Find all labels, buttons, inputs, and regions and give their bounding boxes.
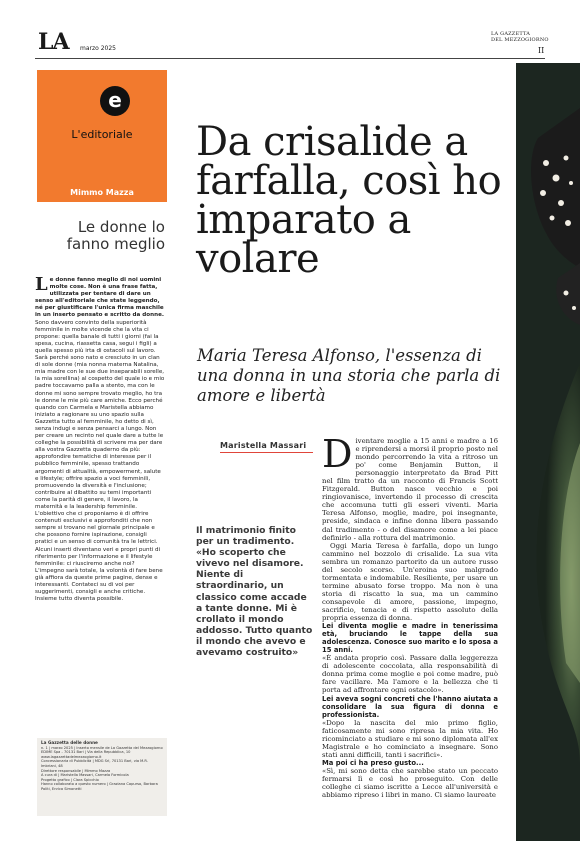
- editorial-paragraph: L'impegno sarà totale, la volontà di fare bene già affiora da queste prime pagine, dense e interessanti. Contateci su di voi per suggerimenti, consigli e anche critiche. Insieme tutto diventa possibile.: [35, 567, 163, 603]
- article-subtitle: Maria Teresa Alfonso, l'essenza di una donna in una storia che parla di amore e libertà: [197, 346, 501, 405]
- editorial-paragraph: L'obiettivo che ci proponiamo è di offrire contenuti esclusivi e approfonditi che non sempre si trovano nel giornale principale e che possono fornire ispirazione, consigli pratici e un senso di comunità tra le lettrici.: [35, 511, 158, 546]
- article-headline: Da crisalide a farfalla, così ho imparato a volare: [196, 119, 502, 282]
- article-paragraph: «Sì, mi sono detta che sarebbe stato un peccato fermarsi lì e così ho proseguito. Con delle colleghe ci siamo iscritte a Lecce all'università e abbiamo ripreso i libri in mano. Ci siamo laureate: [322, 766, 498, 800]
- article-paragraph: «Dopo la nascita del mio primo figlio, faticosamente mi sono ripresa la mia vita. Ho ricominciato a studiare e mi sono diplomata all'ex Magistrale e ho cominciato a insegnare. Sono stati anni difficili, tanti i sacrifici».: [322, 718, 498, 759]
- colophon-line: www.lagazzettadelmezzogiorno.it: [41, 754, 102, 759]
- butterfly-photo: [516, 63, 580, 841]
- byline-rule: [220, 452, 313, 453]
- masthead-line-2: DEL MEZZOGIORNO: [491, 37, 549, 43]
- interview-question: Lei diventa moglie e madre in tenerissima età, bruciando le tappe della sua adolescenza. Conosce suo marito e lo sposa a 15 anni.: [322, 622, 498, 655]
- butterfly-illustration: [516, 63, 580, 841]
- article-dropcap: D: [322, 432, 353, 476]
- article-paragraph: Oggi Maria Teresa è farfalla, dopo un lungo cammino nel bozzolo di crisalide. La sua vita sembra un romanzo partorito da un autore russo del secolo scorso. Un'eroina suo malgrado tormentata e indomabile. Resiliente, per usare un termine abusato forse troppo. Ma non è una storia di riscatto la sua, ma un cammino consapevole di amore, passione, impegno, sacrificio, tenacia e di rispetto assoluto della propria essenza di donna.: [322, 541, 498, 623]
- editorial-dropcap: L: [35, 274, 48, 295]
- interview-question: Ma poi ci ha preso gusto...: [322, 758, 424, 767]
- colophon-title: La Gazzetta delle donne: [41, 740, 98, 745]
- page-number: II: [538, 46, 545, 55]
- interview-question: Lei aveva sogni concreti che l'hanno aiutata a consolidare la sua figura di donna e professionista.: [322, 694, 499, 719]
- editorial-label: L'editoriale: [71, 128, 133, 141]
- colophon-line: Direttore responsabile | Mimmo Mazza: [41, 768, 111, 773]
- editorial-paragraph: Sono davvero convinto della superiorità femminile in molte vicende che la vita ci propone: quella banale di tutti i giorni (fai la spesa, cucina, riassetta casa, segui i figli) a quella spesso più irta di ostacoli sul lavoro. Sarà perché sono nato e cresciuto in un clan di sole donne (mia nonna materna Natalina, mia madre con le sue due inseparabili sorelle, la mia sorellina) al cospetto del quale io e mio padre toccavamo palla a stento, ma con le donne mi sono sempre trovato meglio, ho tra le donne le mie più care amiche. Ecco perché quando con Carmela e Maristella abbiamo iniziato a ragionare su uno spazio sulla Gazzetta tutto al femminile, ho detto di sì, senza indugi e senza pensarci a lungo. Non per creare un recinto nel quale dare a tutte le colleghe la possibilità di scrivere ma per dare alla vostra Gazzetta quaderno da più: approfondire tematiche di interesse per il pubblico femminile, spesso trattando argomenti di attualità, empowerment, salute e lifestyle; offrire spazio a voci femminili, promuovendo la diversità e l'inclusione; contribuire al dibattito su temi importanti come la parità di genere, il lavoro, la maternità e la leadership femminile.: [35, 319, 165, 510]
- issue-date: marzo 2025: [80, 45, 116, 52]
- editorial-author: Mimmo Mazza: [70, 188, 134, 197]
- editorial-lead-paragraph: [35, 274, 165, 320]
- editorial-lead: e donne fanno meglio di noi uomini molte cose. Non è una frase fatta, utilizzata per tentare di dare un senso all'editoriale che state leggendo, né per giustificare l'unica firma maschile in un inserto pensato e scritto da donne.: [35, 277, 165, 319]
- editorial-paragraph: Alcuni inserti diventano veri e propri punti di riferimento per l'informazione e il lifestyle femminile: ci riusciremo anche noi?: [35, 546, 161, 567]
- colophon: [37, 738, 167, 816]
- article-paragraph: [322, 432, 498, 542]
- editorial-e-icon: e: [100, 86, 130, 116]
- colophon-line: EDIME Spa - 70131 Bari | Via della Repubblica, 10: [41, 750, 131, 755]
- header-rule: [35, 58, 545, 59]
- colophon-line: n. 1 | marzo 2025 | Inserto mensile de La Gazzetta del Mezzogiorno: [41, 745, 163, 750]
- colophon-line: Progetto grafico | Clara Spicchio: [41, 777, 99, 782]
- article-byline: Maristella Massari: [220, 441, 307, 450]
- colophon-line: Hanno collaborato a questo numero | Graziana Capurso, Barbara Politi, Enrica Simonetti: [41, 782, 158, 791]
- pull-quote: Il matrimonio finito per un tradimento. «Ho scoperto che vivevo nel disamore. Niente di straordinario, un classico come accade a tante donne. Mi è crollato il mondo addosso. Tutto quanto il mondo che avevo e avevamo costruito»: [196, 525, 313, 659]
- magazine-logo: LA: [38, 29, 69, 55]
- editorial-badge: [37, 70, 167, 202]
- masthead: [491, 31, 549, 43]
- editorial-title: Le donne lo fanno meglio: [66, 218, 165, 253]
- masthead-line-1: LA GAZZETTA: [491, 31, 531, 37]
- colophon-line: Concessionaria di Pubblicità | MDG Srl, 70131 Bari, via M.R. Imbriani, 48: [41, 759, 148, 768]
- article-first-text: iventare moglie a 15 anni e madre a 16 e riprendersi a morsi il proprio posto nel mondo percorrendo la vita a ritroso un po' come Benjamin Button, il personaggio interpretato da Brad Pitt nel film tratto da un racconto di Francis Scott Fitzgerald. Button nasce vecchio e poi ringiovanisce, invertendo il processo di crescita che accomuna tutti gli esseri viventi. Maria Teresa Alfonso, moglie, madre, poi insegnante, preside, sindaca e infine donna libera passando dal tradimento - o del disamore come a lei piace definirlo - alla rottura del matrimonio.: [322, 437, 498, 542]
- article-body: [322, 432, 499, 800]
- editorial-body: [35, 274, 165, 603]
- article-paragraph: «È andata proprio così. Passare dalla leggerezza di adolescente coccolata, alla responsabilità di donna prima come moglie e poi come madre, può fare vacillare. Ma l'amore e la bellezza che ti porta ad affrontare ogni ostacolo».: [322, 654, 498, 695]
- colophon-line: A cura di | Maristella Massari, Carmela Formicola: [41, 773, 129, 778]
